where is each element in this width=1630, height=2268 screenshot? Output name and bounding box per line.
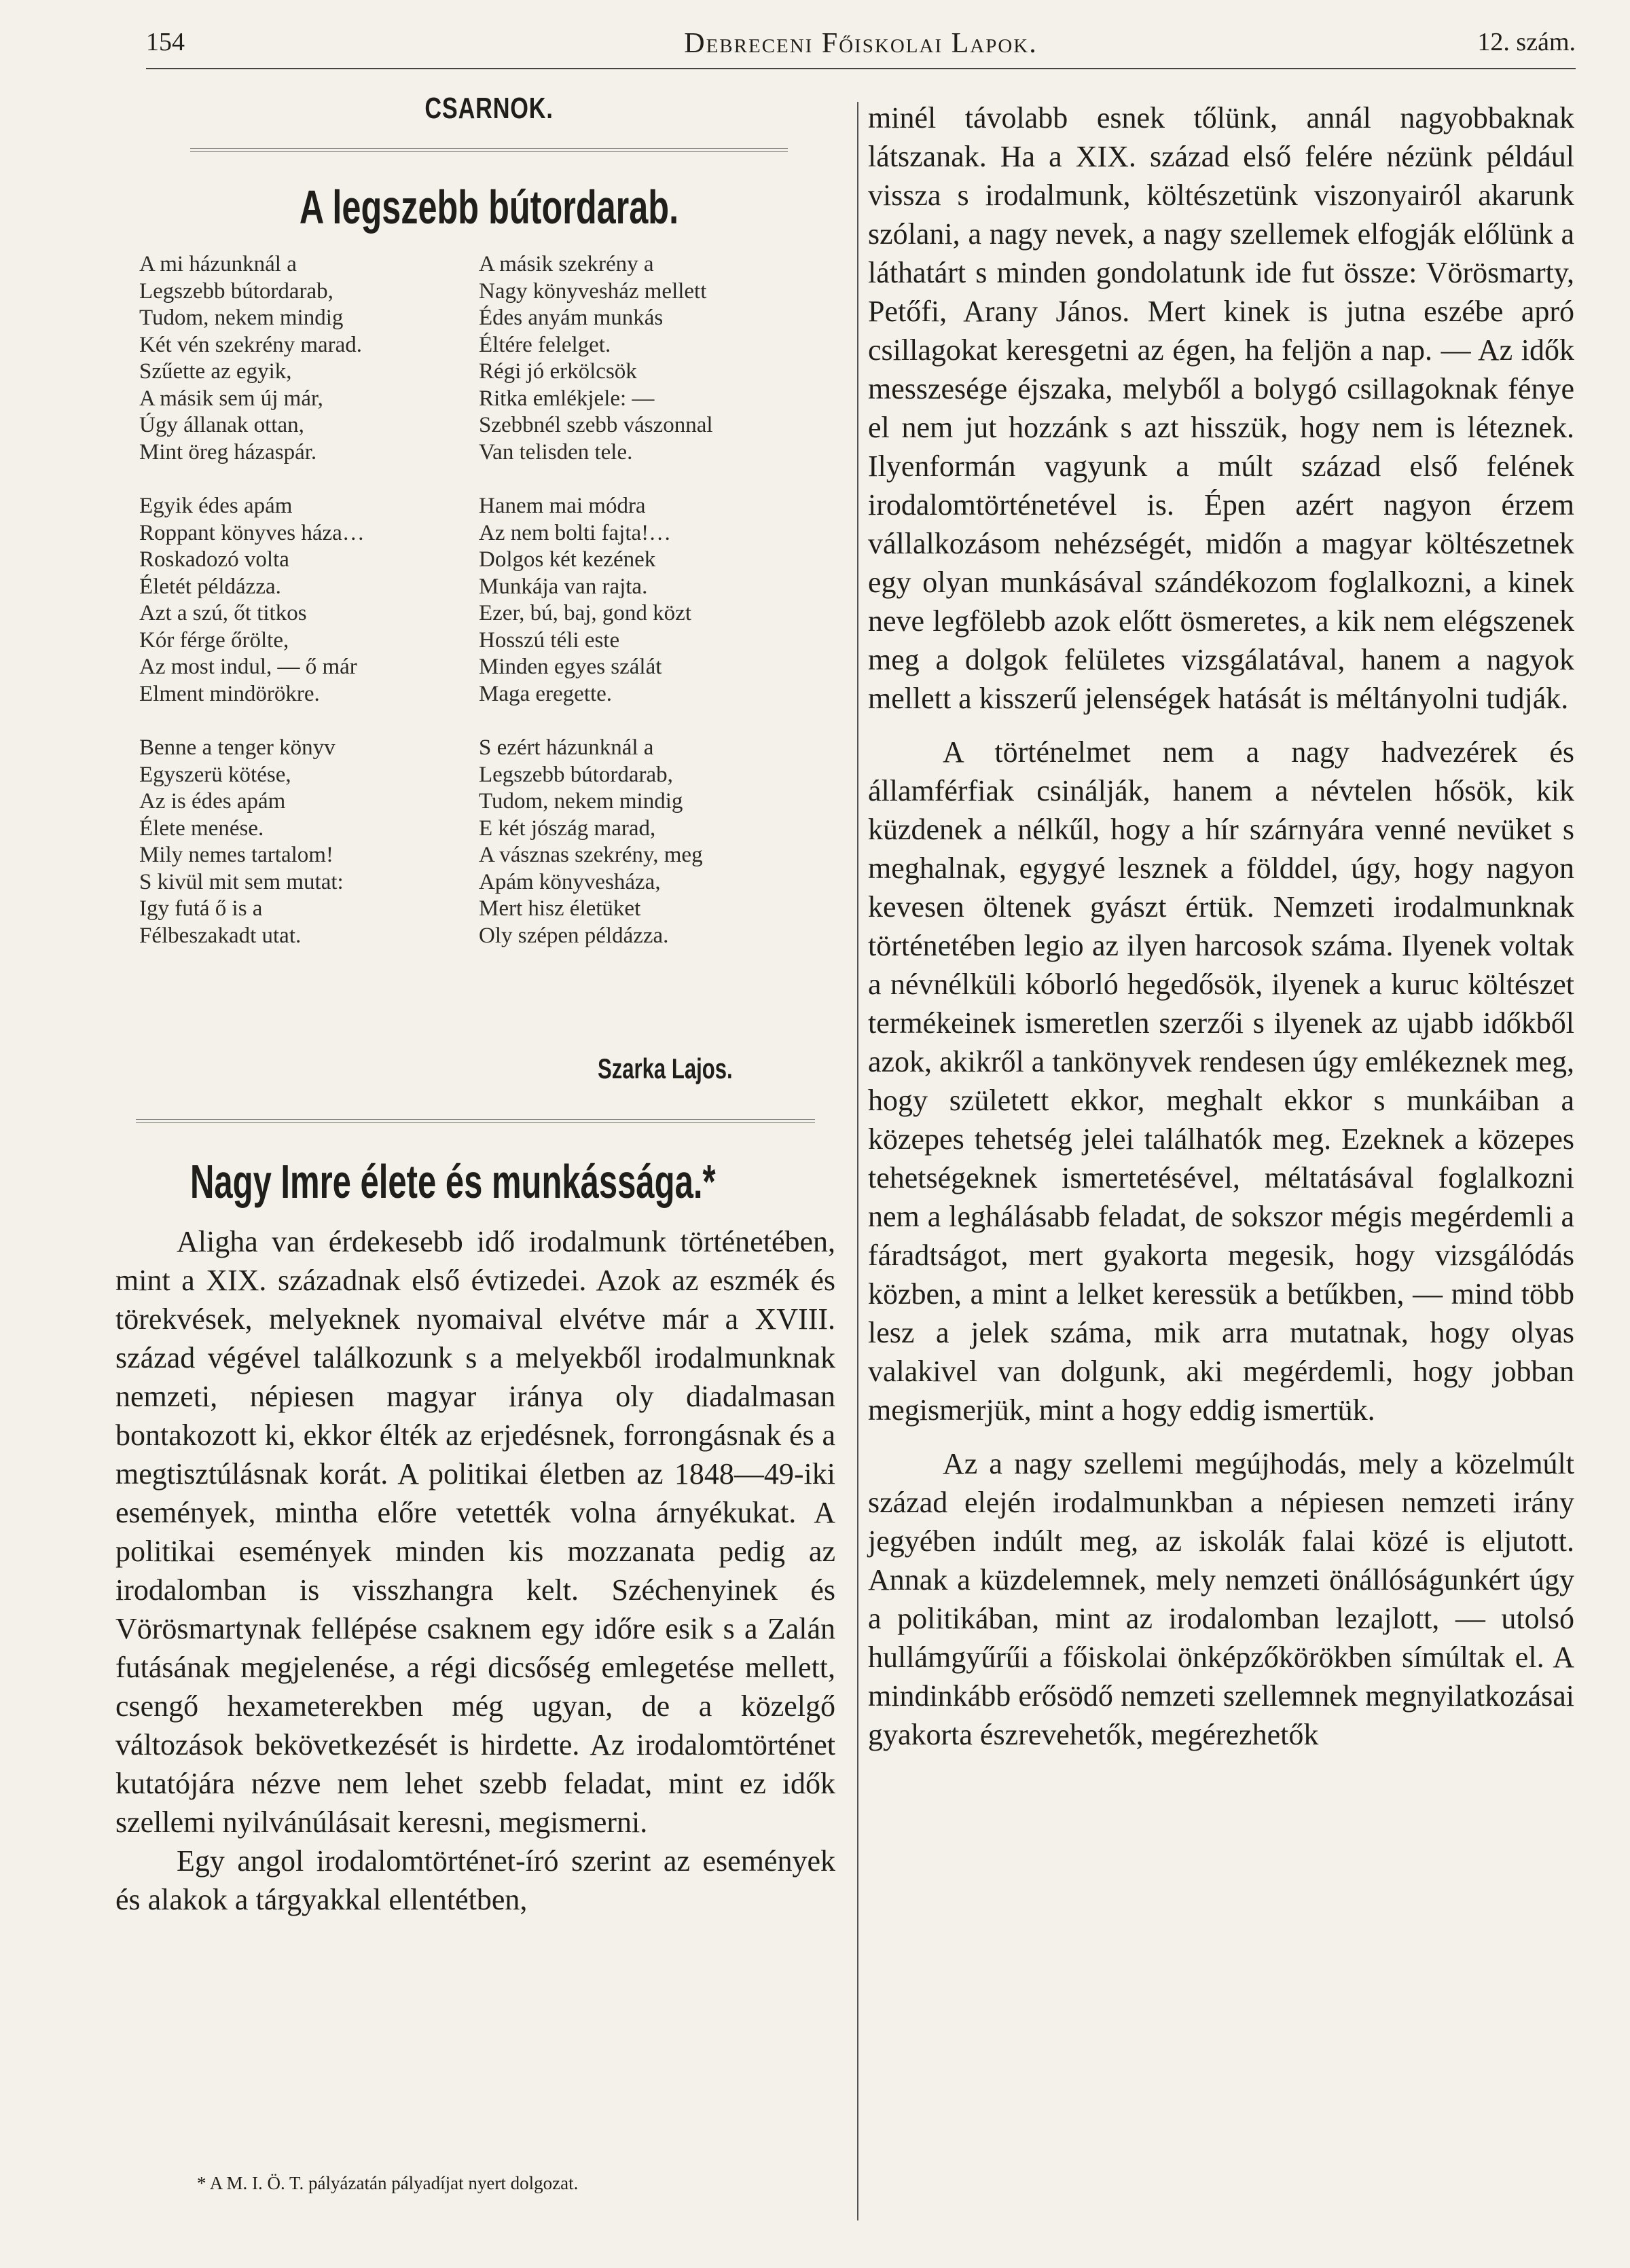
poem-line: Hanem mai módra [479, 494, 646, 518]
poem-line: Legszebb bútordarab, [479, 762, 673, 787]
header-rule [146, 68, 1576, 69]
poem-line: Szűette az egyik, [139, 359, 292, 384]
poem-line: Úgy állanak ottan, [139, 413, 304, 437]
section-title: CSARNOK. [424, 92, 554, 125]
poem-line: Mint öreg házaspár. [139, 439, 317, 464]
poem-line: Éltére felelget. [479, 332, 611, 357]
poem-line: Ezer, bú, baj, gond közt [479, 601, 692, 625]
poem-author: Szarka Lajos. [598, 1053, 733, 1084]
issue-number: 12. szám. [1477, 28, 1576, 56]
poem-line: A mi házunknál a [139, 252, 297, 276]
article-divider [136, 1119, 815, 1123]
poem-line: A másik sem új már, [139, 386, 323, 411]
poem-title: A legszebb bútordarab. [299, 181, 679, 234]
poem-stanza [139, 735, 492, 949]
poem [139, 251, 839, 1066]
footnote: * A M. I. Ö. T. pályázatán pályadíjat nyert dolgozat. [197, 2173, 579, 2193]
poem-line: Mily nemes tartalom! [139, 843, 333, 867]
poem-line: Minden egyes szálát [479, 655, 662, 679]
poem-column-2 [479, 251, 832, 976]
poem-stanza [139, 251, 492, 466]
poem-line: Mert hisz életüket [479, 896, 641, 921]
poem-line: Kór férge őrölte, [139, 627, 289, 653]
poem-line: Szebbnél szebb vászonnal [479, 413, 713, 437]
poem-line: Elment mindörökre. [139, 681, 320, 706]
article-paragraph: A történelmet nem a nagy hadvezérek és államférfiak csinálják, hanem a névtelen hősök, kik küzdenek a nélkűl, hogy a hír szárnyára venné nevüket s meghalnak, egygyé lesznek a földdel, úgy, hogy nagyon kevesen öltenek gyászt értük. Nemzeti irodalmunknak történetében legio az ilyen harcosok száma. Ilyenek voltak a névnélküli kóborló hegedősök, ilyenek a kuruc költészet termékeinek ismeretlen szerzői s ilyenek az ujabb időkből azok, akikről a tankönyvek rendesen úgy emlékeznek meg, hogy született ekkor, meghalt ekkor s munkáiban a közepes tehetség jelei találhatók meg. Ezeknek a közepes tehetségeknek ismertetésével, méltatásával foglalkozni nem a leghálásabb feladat, de sokszor mégis megérdemli a fáradtságot, mert gyakorta megesik, hogy vizsgálódás közben, a mint a lelket keressük a betűkben, — mind több lesz a jelek száma, mik arra mutatnak, hogy olyas valakivel van dolgunk, aki megérdemli, hogy jobban megismerjük, mint a hogy eddig ismertük. [868, 735, 1574, 1427]
article-paragraph: Aligha van érdekesebb idő irodalmunk történetében, mint a XIX. századnak első évtizedei. Azok az eszmék és törekvések, melyeknek nyomaival elvétve már a XVIII. század végével találkozunk s a melyekből irodalmunknak nemzeti, népiesen magyar iránya oly diadalmasan bontakozott ki, ekkor élték az erjedésnek, forrongásnak és a megtisztúlásnak korát. A politikai életben az 1848—49-iki események, mintha előre vetették volna árnyékukat. A politikai események minden kis mozzanata pedig az irodalomban is visszhangra kelt. Széchenyinek és Vörösmartynak fellépése csaknem egy időre esik s a Zalán futásának megjelenése, a régi dicsőség emlegetése mellett, csengő hexameterekben még ugyan, de a közelgő változások bekövetkezését is hirdette. Az irodalomtörténet kutatójára nézve nem lehet szebb feladat, mint ez idők szellemi nyilvánúlásait keresni, megismerni. [115, 1225, 835, 1839]
poem-line: Az nem bolti fajta!… [479, 520, 672, 545]
article-paragraph: minél távolabb esnek tőlünk, annál nagyobbaknak látszanak. Ha a XIX. század első felére nézünk például vissza s irodalmunk, költészetünk viszonyairól akarunk szólani, a nagy nevek, a nagy szellemek elfogják előlünk a láthatárt s minden gondolatunk ide fut össze: Vörösmarty, Petőfi, Arany János. Mert kinek is jutna eszébe apró csillagokat keresgetni az égen, ha feljön a nap. — Az idők messzesége éjszaka, melyből a bolygó csillagoknak fénye el nem jut hozzánk s azt hisszük, hogy nem is léteznek. Ilyenformán vagyunk a múlt század első felének irodalomtörténetével is. Épen azért nagyon érzem vállalkozásom nehézségét, midőn a magyar költészetnek egy olyan munkásával szándékozom foglalkozni, a kinek neve legfölebb azok előtt ösmeretes, a kik nem elégszenek meg a dolgok felületes vizsgálatával, hanem a nagyok mellett a kisszerű jelenségek hatását is méltányolni tudják. [868, 101, 1574, 715]
left-column [139, 88, 839, 1066]
poem-line: Maga eregette. [479, 681, 613, 706]
poem-line: Legszebb bútordarab, [139, 278, 333, 304]
poem-stanza [479, 493, 832, 708]
poem-line: Hosszú téli este [479, 627, 620, 653]
poem-line: Régi jó erkölcsök [479, 359, 637, 384]
poem-column-1 [139, 251, 492, 976]
poem-line: S kivül mit sem mutat: [139, 869, 344, 894]
poem-line: Édes anyám munkás [479, 306, 664, 330]
poem-line: Nagy könyvesház mellett [479, 278, 707, 304]
poem-line: Egyik édes apám [139, 494, 293, 518]
poem-line: Az is édes apám [139, 789, 286, 813]
poem-line: Roppant könyves háza… [139, 520, 365, 545]
running-header [146, 27, 1576, 68]
journal-title: Debreceni Főiskolai Lapok. [684, 28, 1038, 59]
poem-line: Oly szépen példázza. [479, 923, 669, 948]
poem-line: Életét példázza. [139, 574, 281, 599]
section-divider [190, 148, 788, 152]
poem-line: Két vén szekrény marad. [139, 332, 363, 357]
poem-stanza [479, 251, 832, 466]
poem-line: A vásznas szekrény, meg [479, 843, 703, 867]
poem-line: Van telisden tele. [479, 439, 633, 464]
poem-line: Tudom, nekem mindig [479, 789, 683, 813]
article-right-text [868, 98, 1574, 1769]
poem-line: A másik szekrény a [479, 252, 654, 276]
poem-line: Munkája van rajta. [479, 574, 648, 599]
poem-line: Apám könyvesháza, [479, 869, 661, 894]
poem-line: Igy futá ő is a [139, 896, 263, 921]
column-rule [857, 102, 858, 2220]
poem-line: Dolgos két kezének [479, 547, 656, 572]
poem-stanza [139, 493, 492, 708]
article-left-text [115, 1222, 835, 1919]
poem-line: Benne a tenger könyv [139, 735, 336, 760]
poem-line: Tudom, nekem mindig [139, 306, 344, 330]
article-title: Nagy Imre élete és munkássága.* [190, 1155, 716, 1208]
article-paragraph: Egy angol irodalomtörténet-író szerint az események és alakok a tárgyakkal ellentétben, [115, 1844, 835, 1916]
page-number: 154 [146, 28, 185, 56]
poem-line: Egyszerü kötése, [139, 762, 291, 787]
poem-line: Az most indul, — ő már [139, 655, 357, 679]
poem-line: Ritka emlékjele: — [479, 386, 655, 411]
poem-line: Azt a szú, őt titkos [139, 601, 307, 625]
poem-stanza [479, 735, 832, 949]
article-paragraph: Az a nagy szellemi megújhodás, mely a közelmúlt század elején irodalmunkban a népiesen nemzeti irány jegyében indúlt meg, az iskolák falai közé is eljutott. Annak a küzdelemnek, mely nemzeti önállóságunkért úgy a politikában, mint az irodalomban lezajlott, — utolsó hullámgyűrűi a főiskolai önképzőkörökben símúltak el. A mindinkább erősödő nemzeti szellemnek megnyilatkozásai gyakorta észrevehetők, megérezhetők [868, 1447, 1574, 1751]
poem-line: E két jószág marad, [479, 816, 656, 841]
poem-line: S ezért házunknál a [479, 735, 654, 760]
poem-line: Félbeszakadt utat. [139, 923, 302, 948]
poem-line: Élete menése. [139, 816, 264, 841]
poem-line: Roskadozó volta [139, 547, 289, 572]
